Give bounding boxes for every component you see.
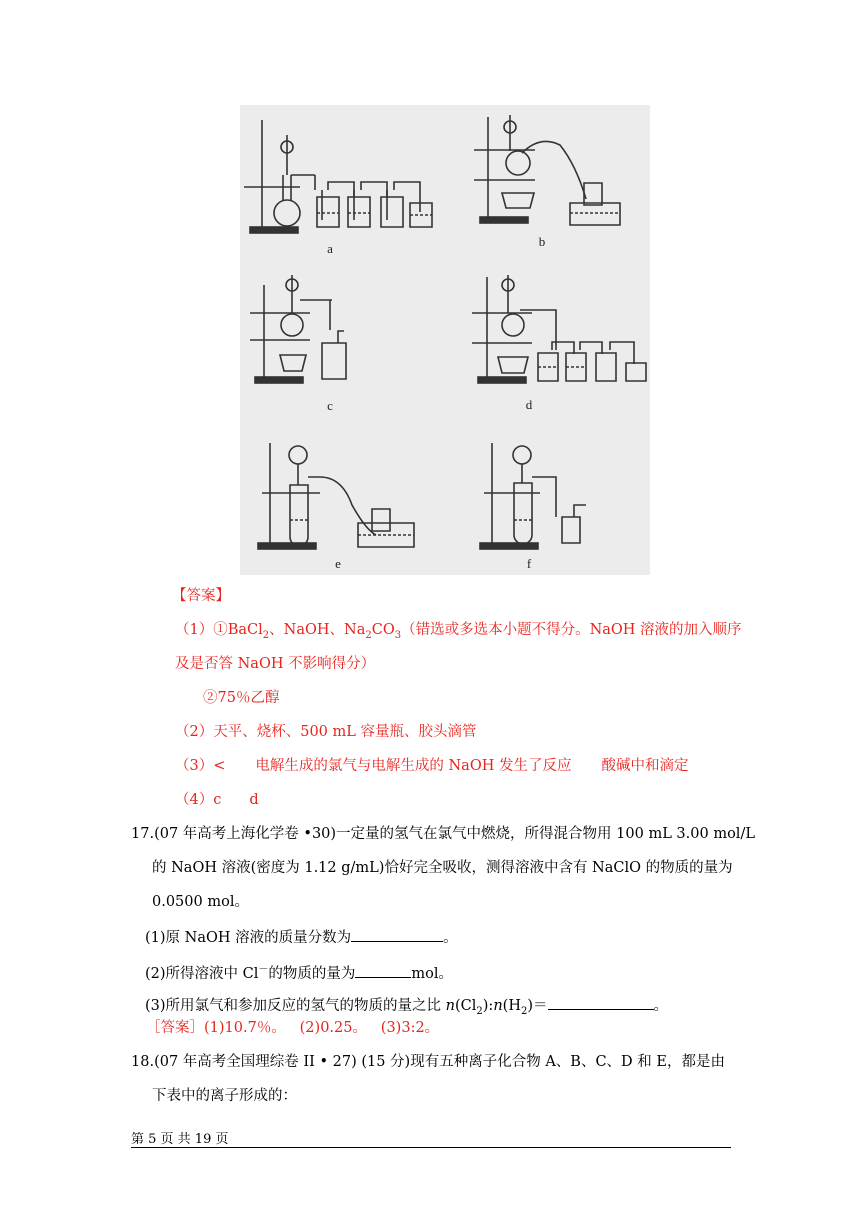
figure-label-b: b — [538, 234, 546, 249]
answer-line-2: 及是否答 NaOH 不影响得分） — [175, 656, 376, 672]
apparatus-e — [258, 443, 414, 549]
figure-label-f: f — [526, 556, 532, 571]
q17-answer-text: (1)10.7％。 (2)0.25。 (3)3:2。 — [204, 1020, 440, 1036]
q17-line-2: 的 NaOH 溶液(密度为 1.12 g/mL)恰好完全吸收，测得溶液中含有 NaClO 的物质的量为 — [152, 860, 733, 876]
q18-line-1: 18.(07 年高考全国理综卷 II • 27) (15 分)现有五种离子化合物 A、B、C、D 和 E，都是由 — [131, 1054, 725, 1070]
answer-line-4: （2）天平、烧杯、500 mL 容量瓶、胶头滴管 — [175, 724, 477, 740]
apparatus-c — [250, 275, 346, 383]
answer-line-5: （3）< 电解生成的氯气与电解生成的 NaOH 发生了反应 酸碱中和滴定 — [175, 758, 689, 774]
q17-sub3: (3)所用氯气和参加反应的氢气的物质的量之比 $n(Cl_2):n(H_2)=$ 。 — [145, 994, 668, 1022]
page-footer: 第 5 页 共 19 页 — [131, 1132, 229, 1147]
figure-label-c: c — [327, 398, 333, 413]
q18-number: 18. — [131, 1054, 155, 1070]
figure-label-d: d — [525, 397, 533, 412]
answer-heading: 【答案】 — [172, 588, 230, 604]
q18-line-2: 下表中的离子形成的： — [152, 1088, 297, 1104]
apparatus-f — [480, 443, 586, 549]
q17-sub2: (2)所得溶液中 Cl－的物质的量为 mol。 — [145, 960, 453, 984]
footer-divider — [131, 1147, 731, 1148]
apparatus-figure — [240, 105, 650, 575]
q17-answer — [146, 1018, 439, 1038]
answer-blank-3[interactable] — [548, 994, 654, 1010]
answer-line-1: （1）①BaCl$_2$、NaOH、$Na_2CO_3$（错选或多选本小题不得分。NaOH 溶液的加入顺序 — [175, 622, 742, 641]
answer-blank-2[interactable] — [355, 962, 411, 978]
apparatus-diagrams — [240, 105, 650, 575]
apparatus-d — [472, 275, 646, 383]
q17-answer-label: ［答案］ — [146, 1020, 204, 1036]
q17-line-3: 0.0500 mol。 — [152, 894, 249, 910]
figure-label-a: a — [327, 241, 333, 256]
figure-label-e: e — [335, 556, 341, 571]
apparatus-a — [244, 120, 432, 233]
q17-number: 17. — [131, 826, 155, 842]
answer-blank-1[interactable] — [351, 926, 443, 942]
q17-line-1: 17.(07 年高考上海化学卷 •30)一定量的氢气在氯气中燃烧，所得混合物用 100 mL 3.00 mol/L — [131, 826, 755, 842]
q17-sub1: (1)原 NaOH 溶液的质量分数为 。 — [145, 926, 458, 948]
answer-line-6: （4）c d — [175, 792, 259, 808]
apparatus-b — [474, 115, 620, 225]
answer-line-3: ②75％乙醇 — [203, 690, 280, 706]
